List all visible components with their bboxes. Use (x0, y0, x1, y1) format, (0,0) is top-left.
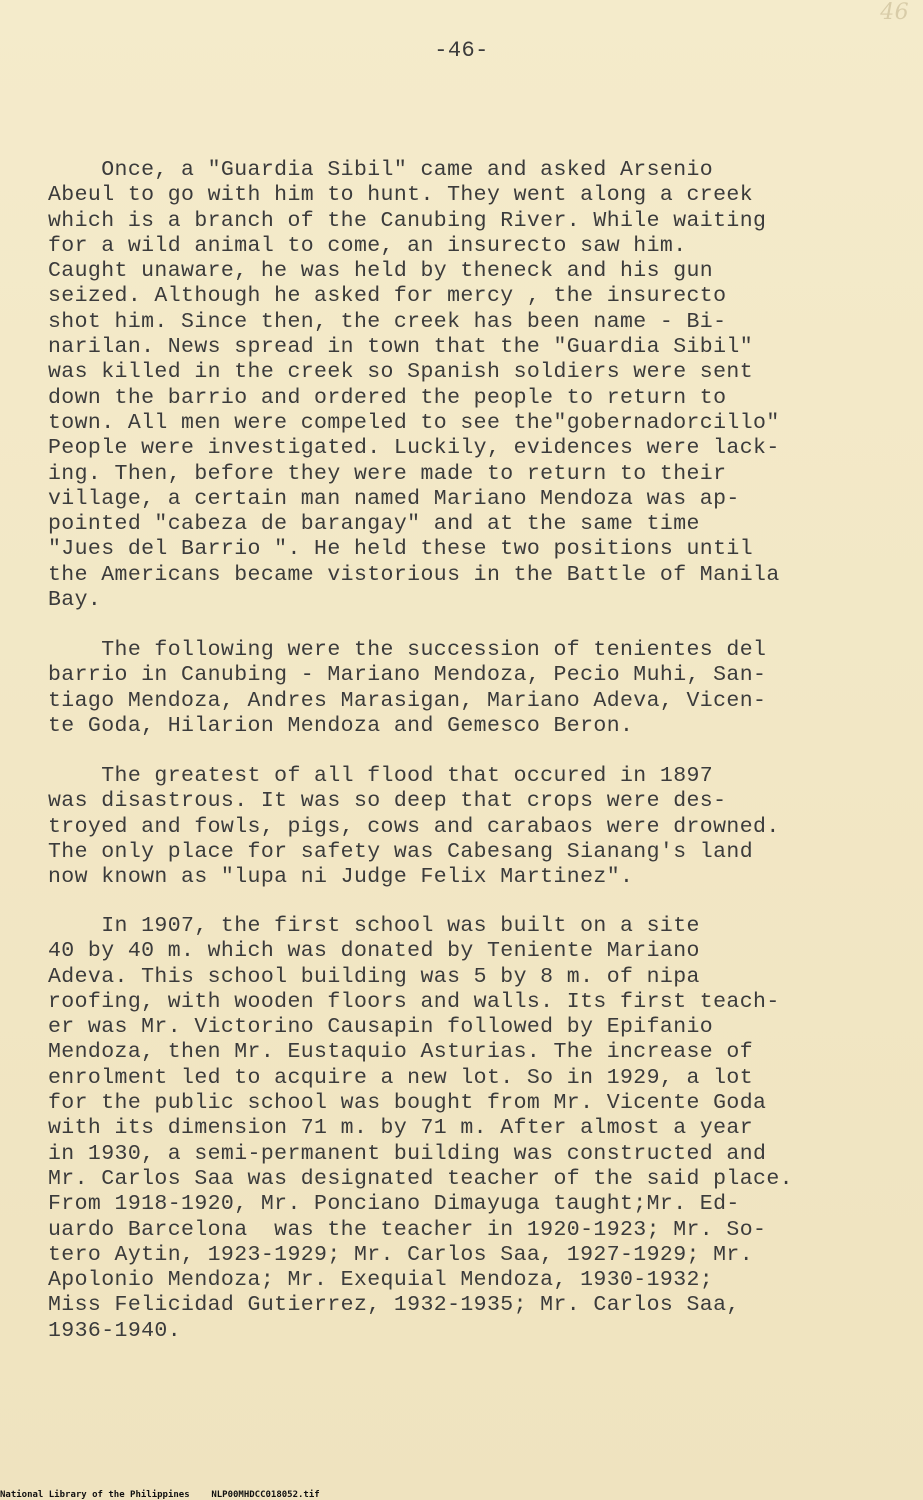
text-line: Caught unaware, he was held by theneck and his gun (48, 259, 714, 284)
text-line: In 1907, the first school was built on a site (48, 914, 700, 938)
text-line: er was Mr. Victorino Causapin followed by Epifanio (48, 1015, 714, 1040)
paragraph-school-history (48, 914, 878, 1344)
text-line: was disastrous. It was so deep that crops were des- (48, 789, 727, 814)
text-line: shot him. Since then, the creek has been name - Bi- (48, 309, 727, 334)
paragraph-tenientes (48, 638, 878, 739)
text-line: The only place for safety was Cabesang Sianang's land (48, 839, 754, 864)
text-line: ing. Then, before they were made to return to their (48, 461, 727, 486)
text-line: The following were the succession of tenientes del (48, 638, 767, 662)
text-line: te Goda, Hilarion Mendoza and Gemesco Beron. (48, 713, 634, 738)
text-line: Mendoza, then Mr. Eustaquio Asturias. The increase of (48, 1040, 754, 1065)
text-line: with its dimension 71 m. by 71 m. After almost a year (48, 1116, 754, 1141)
text-line: was killed in the creek so Spanish soldiers were sent (48, 360, 754, 385)
text-line: enrolment led to acquire a new lot. So in 1929, a lot (48, 1065, 754, 1090)
archive-footer: National Library of the Philippines NLP00MHDCC018052.tif (0, 1490, 320, 1500)
text-line: tiago Mendoza, Andres Marasigan, Mariano Adeva, Vicen- (48, 688, 767, 713)
text-line: Miss Felicidad Gutierrez, 1932-1935; Mr. Carlos Saa, (48, 1293, 740, 1318)
text-line: troyed and fowls, pigs, cows and carabaos were drowned. (48, 814, 780, 839)
text-line: barrio in Canubing - Mariano Mendoza, Pecio Muhi, San- (48, 663, 767, 688)
text-line: People were investigated. Luckily, evidences were lack- (48, 436, 780, 461)
paragraph-flood (48, 764, 878, 890)
text-line: for a wild animal to come, an insurecto saw him. (48, 233, 687, 258)
text-line: Abeul to go with him to hunt. They went along a creek (48, 183, 754, 208)
text-line: Apolonio Mendoza; Mr. Exequial Mendoza, 1930-1932; (48, 1268, 714, 1293)
page-number: -46- (434, 38, 489, 63)
text-line: Adeva. This school building was 5 by 8 m. of nipa (48, 964, 700, 989)
text-line: roofing, with wooden floors and walls. Its first teach- (48, 989, 780, 1014)
text-line: the Americans became vistorious in the Battle of Manila (48, 562, 780, 587)
text-line: 40 by 40 m. which was donated by Teniente Mariano (48, 939, 700, 964)
text-line: tero Aytin, 1923-1929; Mr. Carlos Saa, 1927-1929; Mr. (48, 1242, 754, 1267)
text-line: which is a branch of the Canubing River. While waiting (48, 208, 767, 233)
text-line: town. All men were compeled to see the"gobernadorcillo" (48, 410, 780, 435)
text-line: The greatest of all flood that occured in 1897 (48, 764, 714, 788)
text-line: for the public school was bought from Mr. Vicente Goda (48, 1091, 767, 1116)
text-line: From 1918-1920, Mr. Ponciano Dimayuga taught;Mr. Ed- (48, 1192, 740, 1217)
text-line: Bay. (48, 588, 102, 613)
text-line: "Jues del Barrio ". He held these two positions until (48, 537, 754, 562)
text-line: down the barrio and ordered the people to return to (48, 385, 727, 410)
text-line: 1936-1940. (48, 1318, 182, 1343)
text-line: Once, a "Guardia Sibil" came and asked Arsenio (48, 158, 714, 182)
text-line: narilan. News spread in town that the "Guardia Sibil" (48, 335, 754, 360)
text-line: in 1930, a semi-permanent building was constructed and (48, 1141, 767, 1166)
text-line: now known as "lupa ni Judge Felix Martinez". (48, 865, 634, 890)
text-line: pointed "cabeza de barangay" and at the same time (48, 512, 700, 537)
corner-page-mark: 46 (880, 0, 909, 25)
text-line: uardo Barcelona was the teacher in 1920-1923; Mr. So- (48, 1217, 767, 1242)
paragraph-guardia-sibil (48, 158, 878, 613)
text-line: Mr. Carlos Saa was designated teacher of the said place. (48, 1166, 793, 1191)
text-line: village, a certain man named Mariano Mendoza was ap- (48, 486, 740, 511)
text-line: seized. Although he asked for mercy , the insurecto (48, 284, 727, 309)
